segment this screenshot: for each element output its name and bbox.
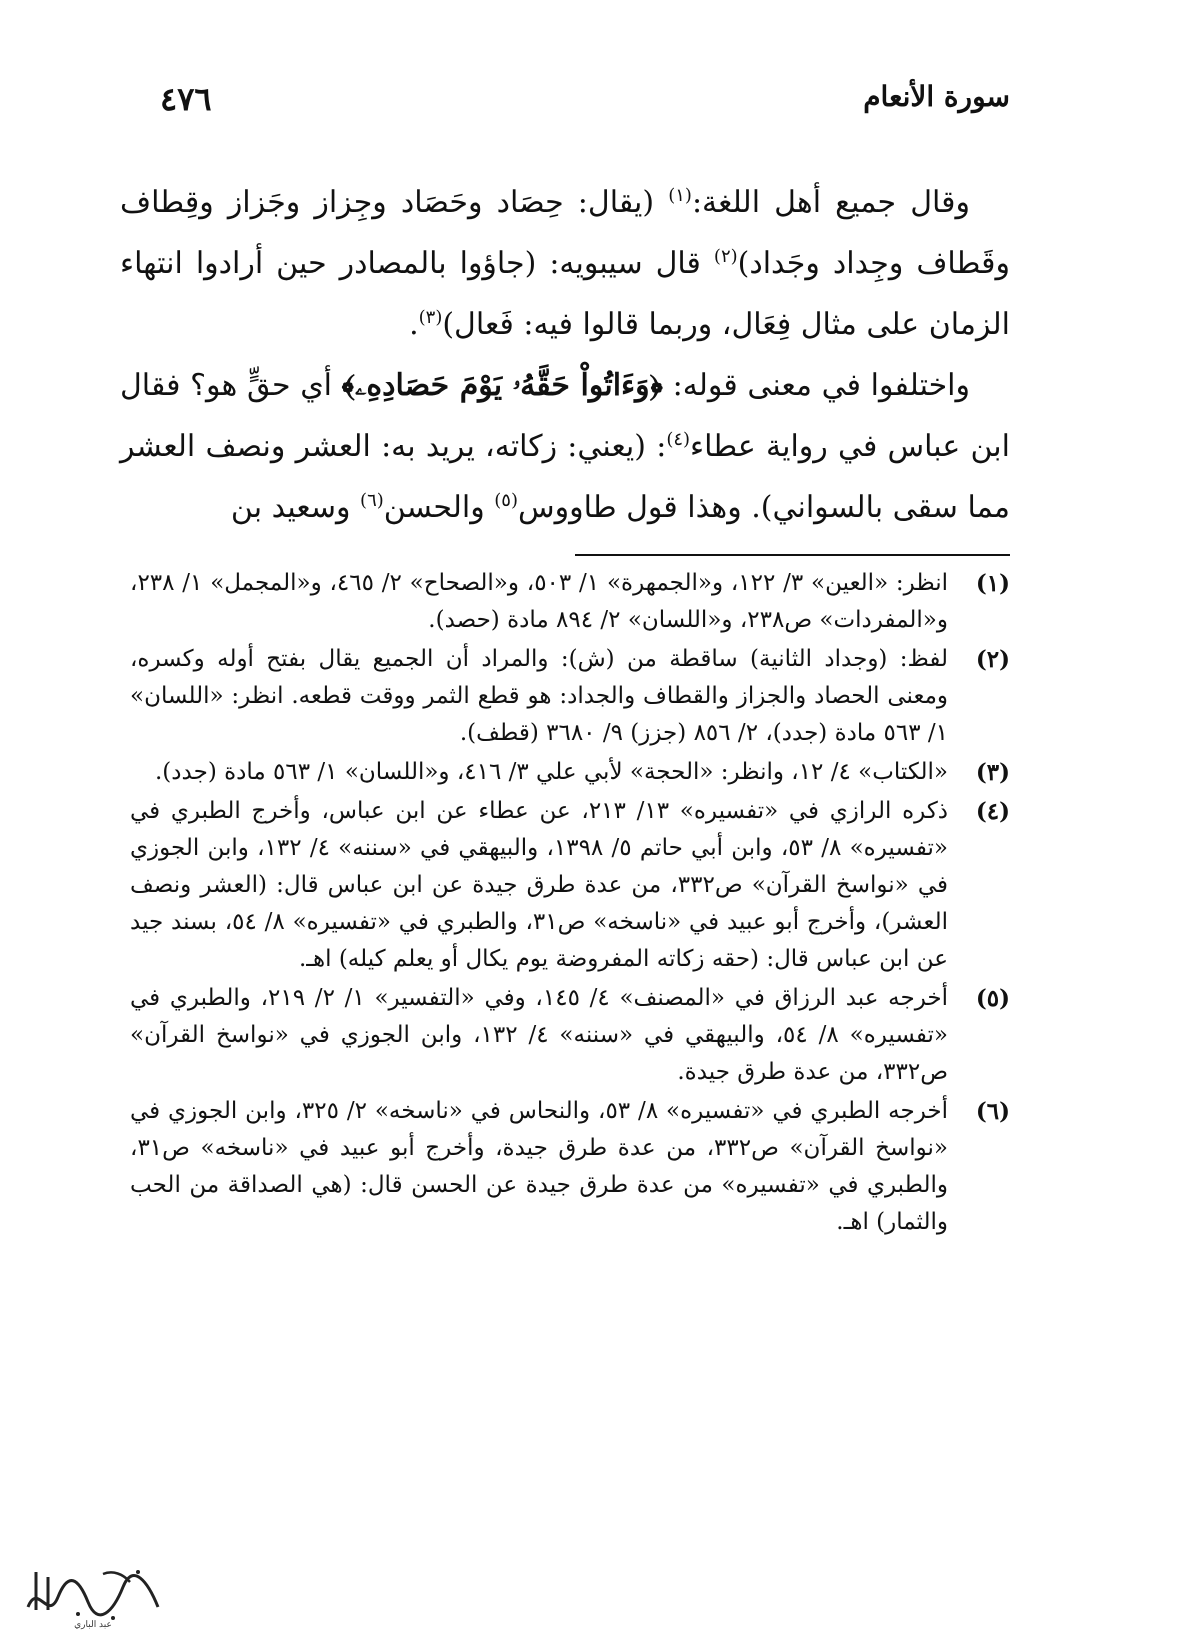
logo-subtext: عبد الباري: [74, 1620, 112, 1630]
footnote-3: [130, 754, 1010, 791]
footnote-number: (٦): [975, 1098, 1010, 1125]
surah-title: سورة الأنعام: [863, 80, 1010, 113]
page-header: [160, 80, 1010, 130]
footnote-2: [130, 641, 1010, 752]
footnote-ref-2: (٢): [713, 246, 738, 267]
publisher-logo: [18, 1552, 168, 1632]
footnote-text: أخرجه عبد الرزاق في «المصنف» ٤/ ١٤٥، وفي «التفسير» ١/ ٢/ ٢١٩، والطبري في «تفسيره» ٨/ ٥٤، والبيهقي في «سننه» ٤/ ١٣٢، وابن الجوزي في «نواسخ القرآن» ص٣٣٢، من عدة طرق جيدة.: [130, 985, 949, 1085]
footnote-number: (١): [975, 570, 1010, 597]
footnote-number: (٥): [975, 985, 1010, 1012]
footnote-text: لفظ: (وجداد الثانية) ساقطة من (ش): والمراد أن الجميع يقال بفتح أوله وكسره، ومعنى الحصاد والجزاز والقطاف والجداد: هو قطع الثمر ووقت قطعه. انظر: «اللسان» ١/ ٥٦٣ مادة (جدد)، ٢/ ٨٥٦ (جزز) ٩/ ٣٦٨٠ (قطف).: [130, 646, 948, 746]
paragraph-1: وقال جميع أهل اللغة:$^{(١)}$ (يقال: حِصَاد وحَصَاد وجِزاز وجَزاز وقِطاف وقَطاف وجِداد وجَداد)$^{(٢)}$ قال سيبويه: (جاؤوا بالمصادر حين أرادوا انتهاء الزمان على مثال فِعَال، وربما قالوا فيه: فَعال)$^{(٣)}$.: [120, 185, 1010, 342]
footnote-ref-3: (٣): [418, 307, 443, 328]
footnote-ref-6: (٦): [360, 490, 384, 511]
footnote-text: ذكره الرازي في «تفسيره» ١٣/ ٢١٣، عن عطاء عن ابن عباس، وأخرج الطبري في «تفسيره» ٨/ ٥٣، وابن أبي حاتم ٥/ ١٣٩٨، والبيهقي في «سننه» ٤/ ١٣٢، وابن الجوزي في «نواسخ القرآن» ص٣٣٢، من عدة طرق جيدة عن ابن عباس قال: (العشر ونصف العشر)، وأخرج أبو عبيد في «ناسخه» ص٣١، والطبري في «تفسيره» ٨/ ٥٤، بسند جيد عن ابن عباس قال: (حقه زكاته المفروضة يوم يكال أو يعلم كيله) اهـ.: [130, 798, 949, 972]
footnote-text: انظر: «العين» ٣/ ١٢٢، و«الجمهرة» ١/ ٥٠٣، و«الصحاح» ٢/ ٤٦٥، و«المجمل» ١/ ٢٣٨، و«المفردات» ص٢٣٨، و«اللسان» ٢/ ٨٩٤ مادة (حصد).: [130, 570, 949, 633]
page-number: ٤٧٦: [160, 80, 212, 118]
footnote-ref-1: (١): [668, 185, 692, 206]
footnote-5: [130, 980, 1010, 1091]
paragraph-2: واختلفوا في معنى قوله: ﴿وَءَاتُواْ حَقَّهُۥ يَوْمَ حَصَادِهِۦ﴾ أي حقٍّ هو؟ فقال ابن عباس في رواية عطاء$^{(٤)}$: (يعني: زكاته، يريد به: العشر ونصف العشر مما سقى بالسواني). وهذا قول طاووس$^{(٥)}$ والحسن$^{(٦)}$ وسعيد بن: [120, 368, 1010, 525]
quran-verse: ﴿وَءَاتُواْ حَقَّهُۥ يَوْمَ حَصَادِهِۦ﴾: [341, 368, 663, 403]
footnotes-section: [130, 565, 1010, 1243]
footnote-4: [130, 793, 1010, 978]
footnote-ref-4: (٤): [666, 429, 691, 450]
footnote-number: (٣): [975, 759, 1010, 786]
main-text: [120, 172, 1010, 538]
footnote-6: [130, 1093, 1010, 1241]
footnote-ref-5: (٥): [494, 490, 518, 511]
footnote-number: (٤): [975, 798, 1010, 825]
footnote-1: [130, 565, 1010, 639]
footnote-text: «الكتاب» ٤/ ١٢، وانظر: «الحجة» لأبي علي ٣/ ٤١٦، و«اللسان» ١/ ٥٦٣ مادة (جدد).: [155, 759, 948, 785]
footnote-text: أخرجه الطبري في «تفسيره» ٨/ ٥٣، والنحاس في «ناسخه» ٢/ ٣٢٥، وابن الجوزي في «نواسخ القرآن» ص٣٣٢، من عدة طرق جيدة، وأخرج أبو عبيد في «ناسخه» ص٣١، والطبري في «تفسيره» من عدة طرق جيدة عن الحسن قال: (هي الصداقة من الحب والثمار) اهـ.: [130, 1098, 948, 1235]
footnote-number: (٢): [975, 646, 1010, 673]
footnote-divider: [575, 554, 1010, 556]
